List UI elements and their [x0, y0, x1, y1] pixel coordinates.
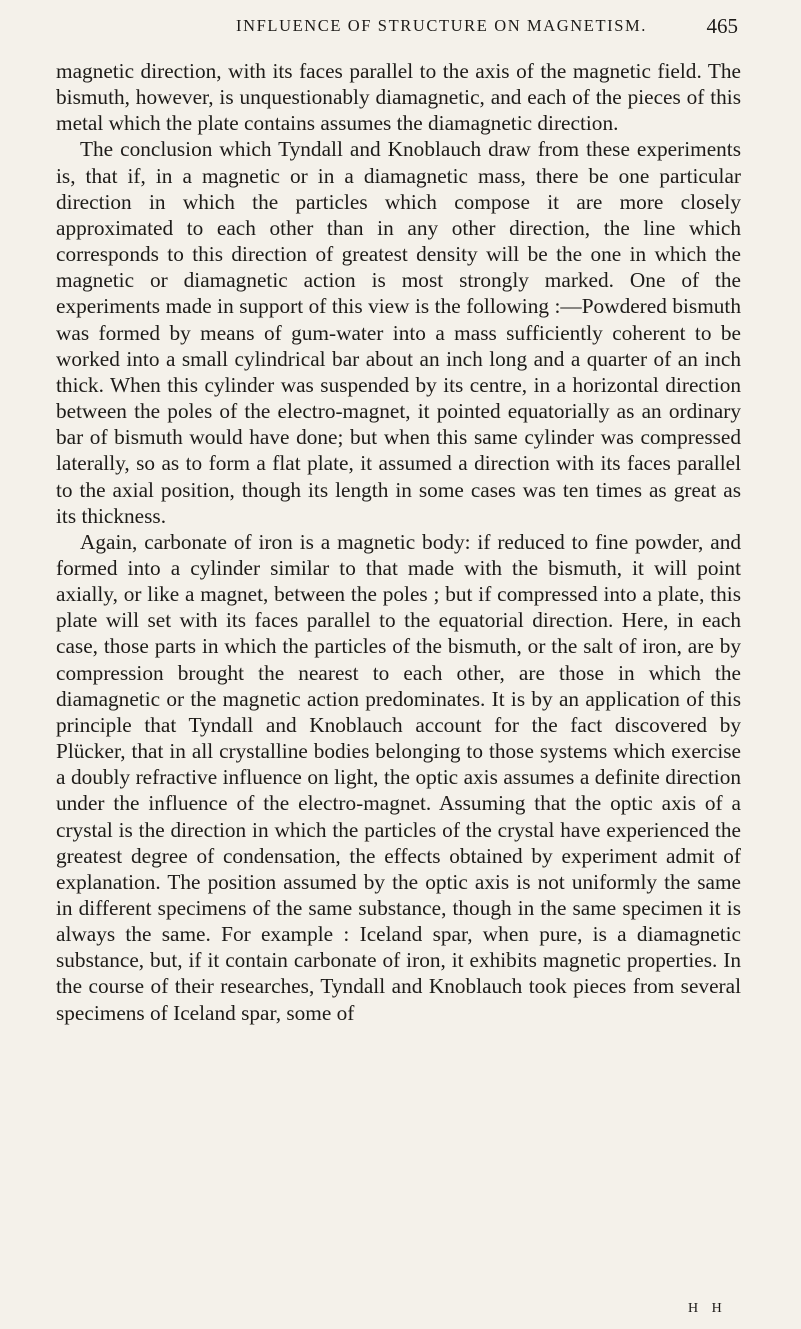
page-number: 465 — [706, 14, 738, 38]
body-text — [56, 58, 741, 1026]
running-title: INFLUENCE OF STRUCTURE ON MAGNETISM. — [236, 16, 647, 35]
running-head — [0, 14, 801, 40]
signature-mark: H H — [688, 1301, 727, 1316]
paragraph-carbonate-of-iron: Again, carbonate of iron is a magnetic body: if reduced to fine powder, and formed into a cylinder similar to that made with the bismuth, it will point axially, or like a magnet, between the poles ; but if compressed into a plate, this plate will set with its faces parallel to the equatorial direction. Here, in each case, those parts in which the particles of the bismuth, or the salt of iron, are by compression brought the nearest to each other, are those in which the diamagnetic or the magnetic action predominates. It is by an application of this principle that Tyndall and Knoblauch account for the fact discovered by Plücker, that in all crystalline bodies belonging to those systems which exercise a doubly refractive influence on light, the optic axis assumes a definite direction under the influence of the electro-magnet. Assuming that the optic axis of a crystal is the direction in which the particles of the crystal have experienced the greatest degree of condensation, the effects obtained by experiment admit of explanation. The position assumed by the optic axis is not uniformly the same in different specimens of the same substance, though in the same specimen it is always the same. For example : Iceland spar, when pure, is a diamagnetic substance, but, if it contain carbonate of iron, it exhibits magnetic properties. In the course of their researches, Tyndall and Knoblauch took pieces from several specimens of Iceland spar, some of — [56, 529, 741, 1025]
paragraph-conclusion: The conclusion which Tyndall and Knoblauch draw from these experiments is, that if, in a magnetic or in a diamagnetic mass, there be one particular direction in which the particles which compose it are more closely approximated to each other than in any other direction, the line which corresponds to this direction of greatest density will be the one in which the magnetic or diamagnetic action is most strongly marked. One of the experiments made in support of this view is the following :—Powdered bismuth was formed by means of gum-water into a mass sufficiently coherent to be worked into a small cylindrical bar about an inch long and a quarter of an inch thick. When this cylinder was suspended by its centre, in a horizontal direction between the poles of the electro-magnet, it pointed equatorially as an ordinary bar of bismuth would have done; but when this same cylinder was compressed laterally, so as to form a flat plate, it assumed a direction with its faces parallel to the axial position, though its length in some cases was ten times as great as its thickness. — [56, 137, 741, 528]
paragraph-continuation: magnetic direction, with its faces parallel to the axis of the magnetic field. The bismuth, however, is unquestionably diamagnetic, and each of the pieces of this metal which the plate contains assumes the diamagnetic direction. — [56, 59, 741, 136]
